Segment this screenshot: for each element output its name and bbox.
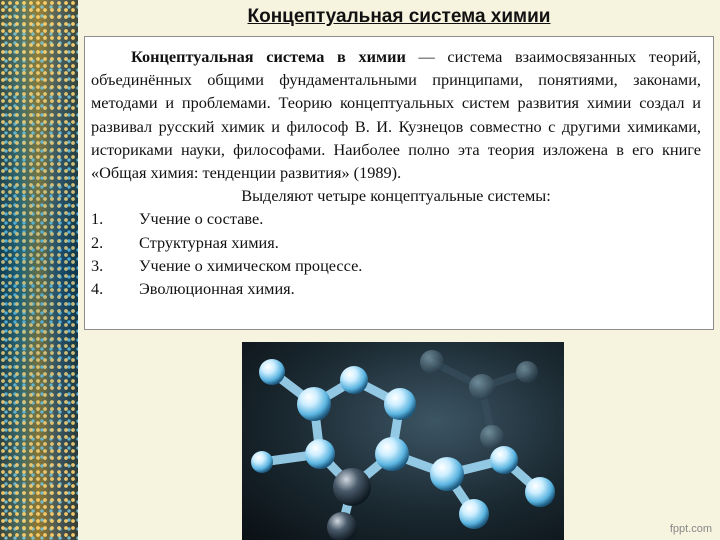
list-text: Структурная химия. xyxy=(139,232,279,252)
molecule-image xyxy=(242,342,564,540)
definition-paragraph xyxy=(91,45,701,184)
list-item xyxy=(91,277,701,300)
list-intro: Выделяют четыре концептуальные системы: xyxy=(241,186,551,206)
list-text: Учение о химическом процессе. xyxy=(139,255,363,275)
decorative-dot-strip xyxy=(0,0,78,540)
list-number: 4. xyxy=(91,279,104,299)
list-number: 1. xyxy=(91,209,104,229)
content-box xyxy=(84,36,714,330)
page-title: Концептуальная система химии xyxy=(247,6,551,27)
list-text: Учение о составе. xyxy=(139,209,264,229)
concept-list xyxy=(91,207,701,300)
list-item xyxy=(91,254,701,277)
molecule-model-icon xyxy=(242,342,564,540)
list-item xyxy=(91,207,701,230)
definition-text: — система взаимосвязанных теорий, объединённых общими фундаментальными принципами, понятиями, законами, методами и проблемами. Теорию концептуальных систем развития химии создал и развивал русский химик и философ В. И. Кузнецов совместно с другими химиками, историками науки, философами. Наиболее полно эта теория изложена в его книге «Общая химия: тенденции развития» (1989). xyxy=(91,47,701,183)
watermark: fppt.com xyxy=(669,523,712,535)
list-text: Эволюционная химия. xyxy=(139,279,295,299)
list-item xyxy=(91,231,701,254)
definition-term: Концептуальная система в химии xyxy=(131,47,406,66)
list-number: 3. xyxy=(91,255,104,275)
list-number: 2. xyxy=(91,232,104,252)
